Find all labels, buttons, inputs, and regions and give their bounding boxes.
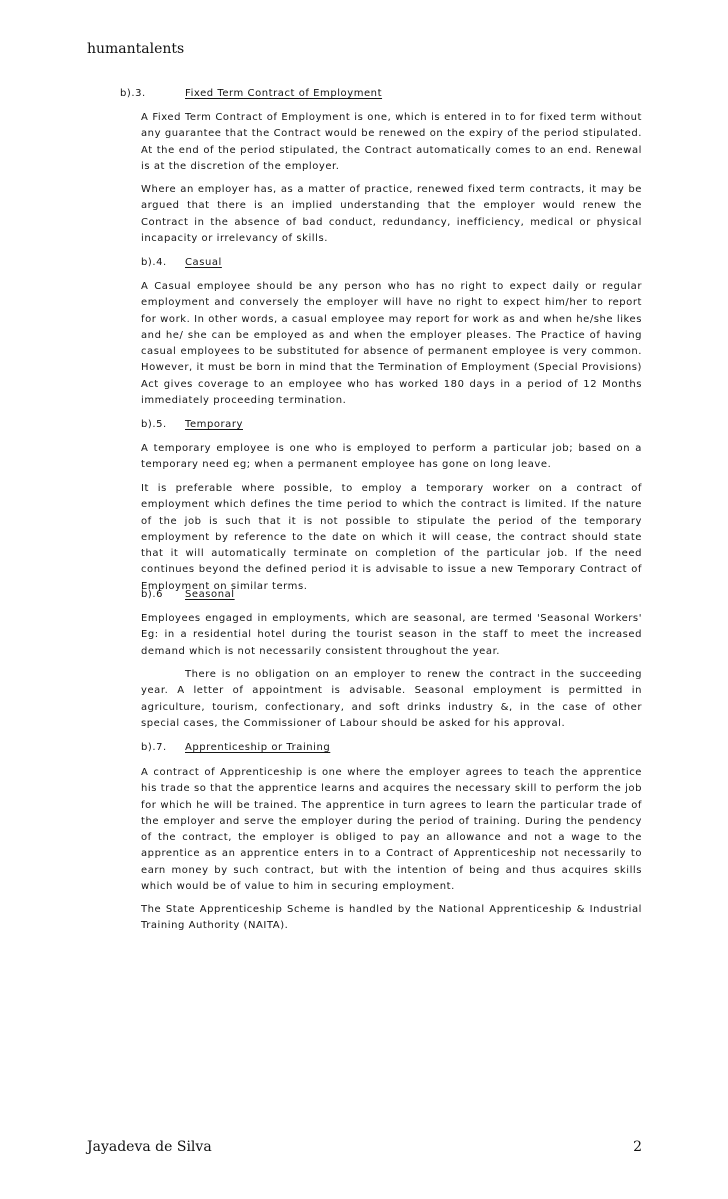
section-number: b).6 [141,589,163,600]
section-number: b).3. [120,88,146,99]
section-heading-fixed-term [120,86,382,102]
section-number: b).4. [141,257,167,268]
section-heading-temporary [141,417,243,433]
running-footer [87,1139,642,1155]
casual-paragraph-1: A Casual employee should be any person who has no right to expect daily or regular employment and conversely the employer will have no right to expect him/her to report for work. In other words, a casual employee may report for work as and when he/she likes and he/ she can be employed as and when the employer pleases. The Practice of having casual employees to be substituted for absence of permanent employee is very common. However, it must be born in mind that the Termination of Employment (Special Provisions) Act gives coverage to an employee who has worked 180 days in a period of 12 Months immediately proceeding termination. [141,281,642,407]
seasonal-paragraph-1: Employees engaged in employments, which are seasonal, are termed 'Seasonal Workers' Eg: in a residential hotel during the tourist season in the staff to meet the increased demand which is not necessarily consistent throughout the year. [141,613,642,657]
section-title: Temporary [185,419,243,430]
running-header: humantalents [87,41,185,57]
page-number: 2 [633,1139,642,1155]
section-heading-apprenticeship [141,740,330,756]
section-title: Casual [185,257,222,268]
section-number: b).5. [141,419,167,430]
section-title: Fixed Term Contract of Employment [185,88,383,99]
section-title: Apprenticeship or Training [185,742,331,753]
apprenticeship-paragraph-2: The State Apprenticeship Scheme is handled by the National Apprenticeship & Industrial Training Authority (NAITA). [141,904,642,932]
section-heading-seasonal [141,587,235,603]
temporary-paragraph-1: A temporary employee is one who is employed to perform a particular job; based on a temporary need eg; when a permanent employee has gone on long leave. [141,443,642,471]
section-number: b).7. [141,742,167,753]
seasonal-paragraph-2: There is no obligation on an employer to renew the contract in the succeeding year. A letter of appointment is advisable. Seasonal employment is permitted in agriculture, tourism, confectionary, and soft drinks industry &, in the case of other special cases, the Commissioner of Labour should be asked for his approval. [141,669,642,729]
fixed-term-paragraph-2: Where an employer has, as a matter of practice, renewed fixed term contracts, it may be argued that there is an implied understanding that the employer would renew the Contract in the absence of bad conduct, redundancy, inefficiency, medical or physical incapacity or irrelevancy of skills. [141,184,642,244]
section-heading-casual [141,255,222,271]
fixed-term-paragraph-1: A Fixed Term Contract of Employment is one, which is entered in to for fixed term without any guarantee that the Contract would be renewed on the expiry of the period stipulated. At the end of the period stipulated, the Contract automatically comes to an end. Renewal is at the discretion of the employer. [141,112,642,172]
footer-author: Jayadeva de Silva [87,1139,212,1155]
temporary-paragraph-2: It is preferable where possible, to employ a temporary worker on a contract of employment which defines the time period to which the contract is limited. If the nature of the job is such that it is not possible to stipulate the period of the temporary employment by reference to the date on which it will cease, the contract should state that it will automatically terminate on completion of the particular job. If the need continues beyond the defined period it is advisable to issue a new Temporary Contract of Employment on similar terms. [141,483,642,592]
section-title: Seasonal [185,589,235,600]
apprenticeship-paragraph-1: A contract of Apprenticeship is one where the employer agrees to teach the apprentice his trade so that the apprentice learns and acquires the necessary skill to perform the job for which he will be trained. The apprentice in turn agrees to learn the particular trade of the employer and serve the employer during the period of training. During the pendency of the contract, the employer is obliged to pay an allowance and not a wage to the apprentice as an apprentice enters in to a Contract of Apprenticeship not necessarily to earn money by such contract, but with the intention of being and thus acquires skills which would be of value to him in securing employment. [141,767,642,893]
